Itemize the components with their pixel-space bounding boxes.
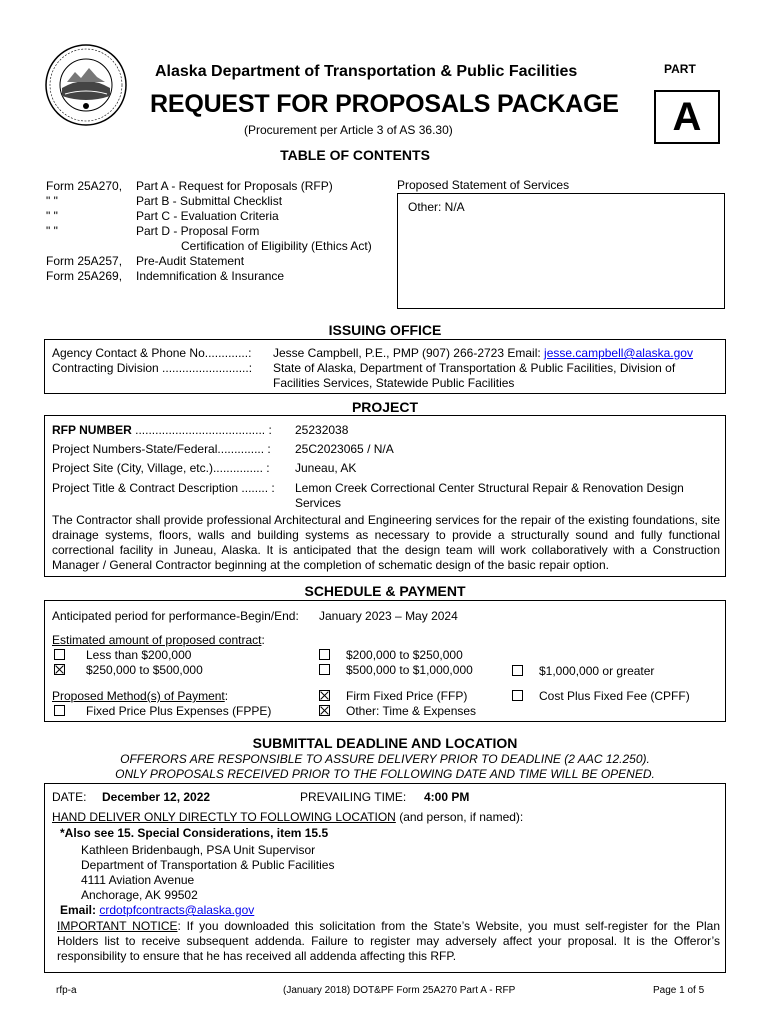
page-subtitle: (Procurement per Article 3 of AS 36.30) [244,123,453,137]
toc-form: Form 25A269, [46,269,123,283]
checkbox-250k-500k[interactable] [54,664,65,675]
contact-label: Agency Contact & Phone No.............: [52,346,252,360]
toc-item: Part B - Submittal Checklist [136,194,283,208]
division-label: Contracting Division ..........................: [52,361,253,375]
email-label: Email: [60,903,97,917]
address-line: Department of Transportation & Public Facilities [81,858,335,872]
amount-250k-500k: $250,000 to $500,000 [86,663,203,677]
toc-form: " " [46,224,58,238]
method-other: Other: Time & Expenses [346,704,477,718]
part-letter: A [672,94,702,139]
issuing-heading: ISSUING OFFICE [328,322,442,338]
toc-form: " " [46,209,58,223]
toc-item: Part C - Evaluation Criteria [136,209,279,223]
checkbox-200k-250k[interactable] [319,649,330,660]
division-value: State of Alaska, Department of Transportation & Public Facilities, Division of [273,361,676,375]
footer-page-number: Page 1 of 5 [653,985,705,996]
project-site-label: Project Site (City, Village, etc.)............... : [52,461,270,475]
project-numbers-label: Project Numbers-State/Federal.............. : [52,442,271,456]
checkbox-fppe[interactable] [54,705,65,716]
footer-form-id: rfp-a [56,985,77,996]
checkbox-other[interactable] [319,705,330,716]
rfp-number-label [52,423,272,437]
amount-500k-1m: $500,000 to $1,000,000 [346,663,473,677]
toc-item: Pre-Audit Statement [136,254,245,268]
checkbox-1m-plus[interactable] [512,665,523,676]
period-label: Anticipated period for performance-Begin/End: [52,609,299,623]
amount-1m-plus: $1,000,000 or greater [539,664,655,678]
time-value: 4:00 PM [424,790,470,804]
checkbox-cpff[interactable] [512,690,523,701]
payment-method-label [52,689,228,703]
project-title-value: Lemon Creek Correctional Center Structural Repair & Renovation Design [295,481,684,495]
project-description: The Contractor shall provide professional Architectural and Engineering services for the repair of the existing foundations, site drainage systems, floors, walls and building systems as necessary to provide a structurally sound and fully functional correctional facility in Juneau, Alaska. It is anticipated that the design team will work collaboratively with a Construction Manager / General Contractor beginning at the completion of schematic design of the basic repair option. [52,513,720,572]
amount-less-200k: Less than $200,000 [86,648,192,662]
deadline-notice: ONLY PROPOSALS RECEIVED PRIOR TO THE FOLLOWING DATE AND TIME WILL BE OPENED. [115,767,655,781]
important-text: : If you downloaded this solicitation from the State’s Website, you must self-register for the Plan Holders list to receive subsequent addenda. Failure to register may adversely affect your proposal. It is the Offeror’s responsibility to ensure that he has received all addenda affecting this RFP. [57,919,720,963]
toc-form: Form 25A257, [46,254,123,268]
time-label: PREVAILING TIME: [300,790,407,804]
toc-heading: TABLE OF CONTENTS [280,147,430,163]
proposed-services-other: Other: N/A [408,200,465,214]
submittal-email [60,903,254,917]
address-line: Anchorage, AK 99502 [81,888,198,902]
project-site-value: Juneau, AK [295,461,357,475]
project-title-label: Project Title & Contract Description ........ : [52,481,275,495]
rfp-number-value: 25232038 [295,423,349,437]
payment-method-label-colon: : [224,689,229,703]
agency-name: Alaska Department of Transportation & Public Facilities [155,63,578,80]
part-label: PART [664,62,696,76]
checkbox-500k-1m[interactable] [319,664,330,675]
estimate-label-text: Estimated amount of proposed contract [52,633,262,647]
important-notice [57,919,720,964]
date-label: DATE: [52,790,87,804]
deadline-notice: OFFERORS ARE RESPONSIBLE TO ASSURE DELIVERY PRIOR TO DEADLINE (2 AAC 12.250). [120,752,650,766]
toc-form: Form 25A270, [46,179,123,193]
deliver-note: (and person, if named): [395,810,524,824]
date-value: December 12, 2022 [102,790,211,804]
footer-form-title: (January 2018) DOT&PF Form 25A270 Part A - RFP [283,985,516,996]
contact-value [273,346,693,360]
method-ffp: Firm Fixed Price (FFP) [346,689,468,703]
toc-form: " " [46,194,58,208]
proposed-services-label: Proposed Statement of Services [397,178,570,192]
project-heading: PROJECT [351,399,419,415]
address-line: 4111 Aviation Avenue [81,873,195,887]
division-value: Facilities Services, Statewide Public Facilities [273,376,515,390]
state-seal-icon [45,44,127,126]
checkbox-less-200k[interactable] [54,649,65,660]
payment-method-label-text: Proposed Method(s) of Payment [52,689,225,703]
amount-200k-250k: $200,000 to $250,000 [346,648,463,662]
method-fppe: Fixed Price Plus Expenses (FPPE) [86,704,272,718]
rfp-number-dots: ....................................... : [131,423,272,437]
page-title: REQUEST FOR PROPOSALS PACKAGE [150,90,619,118]
deadline-heading: SUBMITTAL DEADLINE AND LOCATION [252,735,518,751]
rfp-number-title: RFP NUMBER [52,423,132,437]
deliver-instruction [52,810,523,824]
schedule-heading: SCHEDULE & PAYMENT [304,583,466,599]
project-title-value: Services [295,496,342,510]
part-letter-box [654,90,720,144]
toc-item: Part D - Proposal Form [136,224,260,238]
contact-text: Jesse Campbell, P.E., PMP (907) 266-2723 Email: [273,346,541,360]
method-cpff: Cost Plus Fixed Fee (CPFF) [539,689,690,703]
important-label: IMPORTANT NOTICE [57,919,178,933]
contact-email-link[interactable]: jesse.campbell@alaska.gov [544,346,693,360]
address-line: Kathleen Bridenbaugh, PSA Unit Supervisor [81,843,316,857]
also-see-note: *Also see 15. Special Considerations, item 15.5 [60,826,329,840]
deliver-label: HAND DELIVER ONLY DIRECTLY TO FOLLOWING LOCATION [52,810,396,824]
estimate-label [52,633,265,647]
checkbox-ffp[interactable] [319,690,330,701]
toc-item: Certification of Eligibility (Ethics Act) [181,239,372,253]
submittal-email-link[interactable]: crdotpfcontracts@alaska.gov [99,903,255,917]
toc-item: Part A - Request for Proposals (RFP) [136,179,333,193]
project-numbers-value: 25C2023065 / N/A [295,442,394,456]
proposed-services-box [397,193,725,309]
period-value: January 2023 – May 2024 [319,609,458,623]
estimate-label-colon: : [261,633,265,647]
toc-item: Indemnification & Insurance [136,269,285,283]
